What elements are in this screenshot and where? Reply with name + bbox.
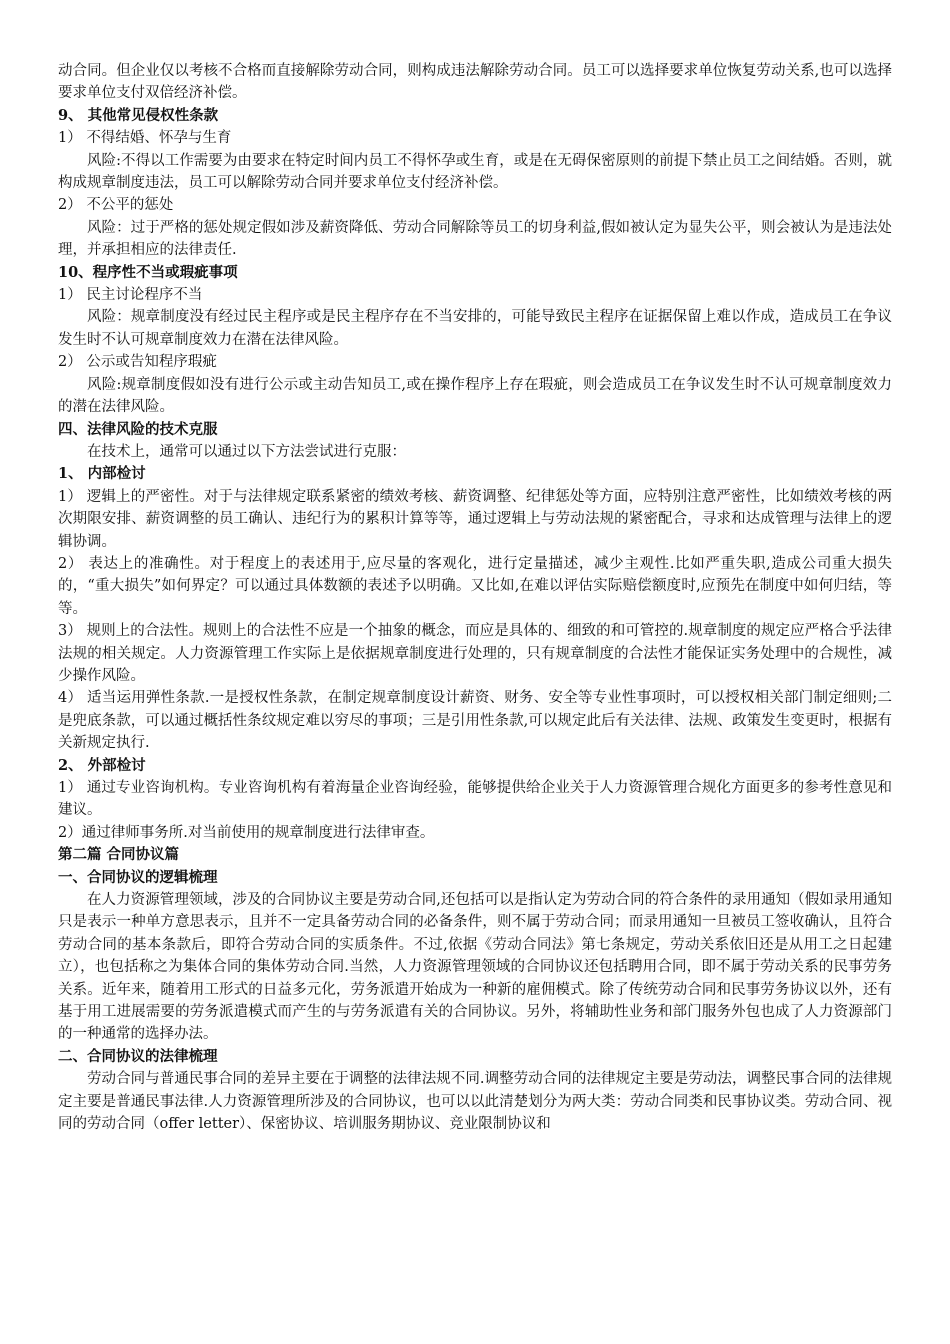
- paragraph-contract-continuation: 动合同。但企业仅以考核不合格而直接解除劳动合同，则构成违法解除劳动合同。员工可以选择要求单位恢复劳动关系,也可以选择要求单位支付双倍经济补偿。: [58, 63, 892, 102]
- item-democratic-procedure: 1） 民主讨论程序不当: [58, 287, 203, 304]
- paragraph-contract-logic: 在人力资源管理领域，涉及的合同协议主要是劳动合同,还包括可以是指认定为劳动合同的符合条件的录用通知（假如录用通知只是表示一种单方意思表示，且并不一定具备劳动合同的必备条件，则不属于劳动合同；而录用通知一旦被员工签收确认，且符合劳动合同的基本条款后，即符合劳动合同的实质条件。不过,依据《劳动合同法》第七条规定，劳动关系依旧还是从用工之日起建立），也包括称之为集体合同的集体劳动合同.当然，人力资源管理领域的合同协议还包括聘用合同，即不属于劳动关系的民事劳务关系。近年来，随着用工形式的日益多元化，劳务派遣开始成为一种新的雇佣模式。除了传统劳动合同和民事劳务协议以外，还有基于用工进展需要的劳务派遣模式而产生的与劳务派遣有关的合同协议。另外，将辅助性业务和部门服务外包也成了人力资源部门的一种通常的选择办法。: [58, 892, 892, 1043]
- document-page: [58, 60, 892, 1136]
- heading-internal-review: 1、 内部检讨: [58, 465, 146, 483]
- paragraph-technical-intro: 在技术上，通常可以通过以下方法尝试进行克服：: [87, 443, 406, 460]
- heading-10-procedural-defects: 10、程序性不当或瑕疵事项: [58, 263, 238, 281]
- item-expression-accuracy: 2） 表达上的准确性。对于程度上的表述用于,应尽量的客观化，进行定量描述，减少主观性.比如严重失职,造成公司重大损失的，“重大损失”如何界定？可以通过具体数额的表述予以明确。又比如,在难以评估实际赔偿额度时,应预先在制度中如何归结，等等。: [58, 555, 892, 617]
- item-no-marriage-pregnancy: 1） 不得结婚、怀孕与生育: [58, 130, 232, 147]
- paragraph-risk-democratic: 风险：规章制度没有经过民主程序或是民主程序存在不当安排的，可能导致民主程序在证据保留上难以作成，造成员工在争议发生时不认可规章制度效力在潜在法律风险。: [58, 309, 892, 348]
- heading-contract-logic: 一、合同协议的逻辑梳理: [58, 868, 218, 886]
- item-consulting-agency: 1） 通过专业咨询机构。专业咨询机构有着海量企业咨询经验，能够提供给企业关于人力资源管理合规化方面更多的参考性意见和建议。: [58, 780, 892, 819]
- item-law-firm: 2）通过律师事务所.对当前使用的规章制度进行法律审查。: [58, 824, 435, 841]
- item-publication-procedure: 2） 公示或告知程序瑕疵: [58, 354, 217, 371]
- item-logical-rigor: 1） 逻辑上的严密性。对于与法律规定联系紧密的绩效考核、薪资调整、纪律惩处等方面，应特别注意严密性，比如绩效考核的两次期限安排、薪资调整的员工确认、违纪行为的累积计算等等，通过逻辑上与劳动法规的紧密配合，寻求和达成管理与法律上的逻辑协调。: [58, 488, 892, 550]
- heading-contract-legal: 二、合同协议的法律梳理: [58, 1047, 218, 1065]
- item-rule-legality: 3） 规则上的合法性。规则上的合法性不应是一个抽象的概念，而应是具体的、细致的和可管控的.规章制度的规定应严格合乎法律法规的相关规定。人力资源管理工作实际上是依据规章制度进行处理的，只有规章制度的合法性才能保证实务处理中的合规性，减少操作风险。: [58, 623, 892, 684]
- item-unfair-punishment: 2） 不公平的惩处: [58, 197, 174, 214]
- heading-part-2-contracts: 第二篇 合同协议篇: [58, 846, 180, 864]
- item-flexible-clauses: 4） 适当运用弹性条款.一是授权性条款，在制定规章制度设计薪资、财务、安全等专业性事项时，可以授权相关部门制定细则;二是兜底条款，可以通过概括性条纹规定难以穷尽的事项；三是引用性条款,可以规定此后有关法律、法规、政策发生变更时，根据有关新规定执行.: [58, 690, 892, 752]
- heading-section-4-technical: 四、法律风险的技术克服: [58, 420, 218, 438]
- paragraph-risk-punishment: 风险：过于严格的惩处规定假如涉及薪资降低、劳动合同解除等员工的切身利益,假如被认定为显失公平，则会被认为是违法处理，并承担相应的法律责任.: [58, 219, 892, 259]
- paragraph-risk-marriage: 风险:不得以工作需要为由要求在特定时间内员工不得怀孕或生育，或是在无碍保密原则的前提下禁止员工之间结婚。否则，就构成规章制度违法，员工可以解除劳动合同并要求单位支付经济补偿。: [58, 152, 892, 192]
- heading-9-other-infringing-clauses: 9、 其他常见侵权性条款: [58, 106, 219, 124]
- heading-external-review: 2、 外部检讨: [58, 756, 146, 774]
- paragraph-contract-legal: 劳动合同与普通民事合同的差异主要在于调整的法律法规不同.调整劳动合同的法律规定主要是劳动法，调整民事合同的法律规定主要是普通民事法律.人力资源管理所涉及的合同协议，也可以以此清楚划分为两大类：劳动合同类和民事协议类。劳动合同、视同的劳动合同（offer letter）、保密协议、培训服务期协议、竞业限制协议和: [58, 1071, 892, 1133]
- paragraph-risk-publication: 风险:规章制度假如没有进行公示或主动告知员工,或在操作程序上存在瑕疵，则会造成员工在争议发生时不认可规章制度效力的潜在法律风险。: [58, 376, 892, 416]
